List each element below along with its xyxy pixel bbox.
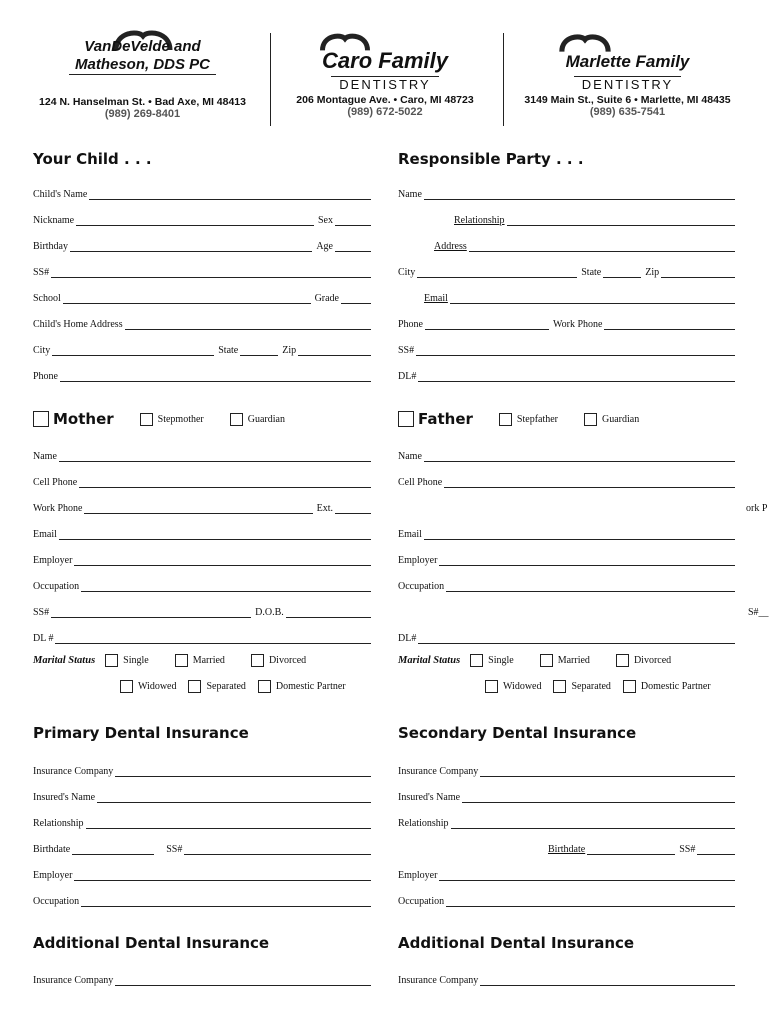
section-title-responsible: Responsible Party . . . [398,150,584,168]
field-label: Name [398,451,422,462]
single-label: Single [488,655,514,666]
mother-title: Mother [53,410,114,428]
guardian-label: Guardian [602,413,640,425]
responsible-email-field[interactable] [398,286,735,304]
field-label: Relationship [454,215,505,226]
field-label: Age [316,241,333,252]
section-title-secondary-insurance: Secondary Dental Insurance [398,724,637,742]
father-marital-row2 [485,680,711,693]
field-label: Employer [33,870,73,881]
field-label: D.O.B. [255,607,284,618]
additional-left-company-field[interactable] [33,968,371,986]
mother-widowed-checkbox[interactable] [120,680,133,693]
field-label: Sex [318,215,333,226]
field-label: SS# [679,844,696,855]
father-employer-field[interactable] [398,548,735,566]
mother-email-field[interactable] [33,522,371,540]
guardian-label: Guardian [247,413,285,425]
father-work-field-cut[interactable] [746,496,770,514]
mother-work-field[interactable] [33,496,371,514]
responsible-ss-field[interactable] [398,338,735,356]
father-checkbox[interactable] [398,411,414,427]
mother-marital-row1 [33,654,306,667]
marital-status-label: Marital Status [33,655,96,666]
field-label: Relationship [33,818,84,829]
married-label: Married [192,655,225,666]
domestic-partner-label: Domestic Partner [640,681,711,692]
mother-dl-field[interactable] [33,626,371,644]
school-field[interactable] [33,286,371,304]
field-label: Email [398,529,422,540]
additional-right-company-field[interactable] [398,968,735,986]
father-email-field[interactable] [398,522,735,540]
office-marlette [515,28,740,118]
field-label: SS# [33,267,50,278]
field-label: Cell Phone [398,477,443,488]
letterhead [0,28,770,128]
primary-company-field[interactable] [33,759,371,777]
field-label: Employer [398,870,438,881]
field-label: Child's Home Address [33,319,123,330]
section-title-additional-insurance-left: Additional Dental Insurance [33,934,270,952]
office-vandevelde [30,28,255,120]
field-label: DL# [398,633,417,644]
office-phone: (989) 672-5022 [347,106,423,118]
mother-divorced-checkbox[interactable] [251,654,264,667]
field-label: School [33,293,61,304]
father-widowed-checkbox[interactable] [485,680,498,693]
primary-relationship-field[interactable] [33,811,371,829]
field-label: Insurance Company [33,766,114,777]
relationship-field[interactable] [398,208,735,226]
office-phone: (989) 635-7541 [589,106,666,118]
field-label: Employer [398,555,438,566]
secondary-occupation-field[interactable] [398,889,735,907]
office-subtitle: DENTISTRY [574,76,681,92]
section-title-child: Your Child . . . [33,150,152,168]
field-label: SS# [33,607,50,618]
field-label: Email [33,529,57,540]
domestic-partner-label: Domestic Partner [275,681,346,692]
father-occupation-field[interactable] [398,574,735,592]
separated-label: Separated [206,681,246,692]
divider [270,33,271,126]
field-label: Occupation [33,896,80,907]
marital-status-label: Marital Status [398,655,461,666]
secondary-relationship-field[interactable] [398,811,735,829]
home-address-field[interactable] [33,312,371,330]
field-label: State [218,345,239,356]
field-label: Address [434,241,467,252]
field-label: Insured's Name [398,792,461,803]
office-subtitle: DENTISTRY [331,76,438,92]
father-marital-row1 [398,654,671,667]
child-city-field[interactable] [33,338,371,356]
stepmother-label: Stepmother [157,413,204,425]
father-title: Father [418,410,473,428]
field-label: Occupation [398,896,445,907]
mother-marital-row2 [120,680,346,693]
primary-insured-field[interactable] [33,785,371,803]
vandevelde-logo [30,28,255,74]
field-label: Child's Name [33,189,88,200]
widowed-label: Widowed [138,681,177,692]
widowed-label: Widowed [503,681,542,692]
field-label: Zip [645,267,660,278]
child-ss-field[interactable] [33,260,371,278]
office-name-line1: VanDeVelde and [84,38,201,55]
primary-employer-field[interactable] [33,863,371,881]
father-dl-field[interactable] [398,626,735,644]
office-name-line2: Matheson, DDS PC [69,56,216,75]
field-label: Birthday [33,241,68,252]
father-married-checkbox[interactable] [540,654,553,667]
field-label: City [398,267,416,278]
marlette-logo [515,28,740,74]
stepmother-checkbox[interactable] [140,413,153,426]
secondary-employer-field[interactable] [398,863,735,881]
stepfather-checkbox[interactable] [499,413,512,426]
field-label: Occupation [33,581,80,592]
married-label: Married [557,655,590,666]
section-title-additional-insurance-right: Additional Dental Insurance [398,934,635,952]
birthday-field[interactable] [33,234,371,252]
field-label: Birthdate [33,844,71,855]
field-label: Employer [33,555,73,566]
father-single-checkbox[interactable] [470,654,483,667]
mother-guardian-checkbox[interactable] [230,413,243,426]
field-label: Email [424,293,448,304]
secondary-birthdate-field[interactable] [548,837,735,855]
field-label: Birthdate [548,844,586,855]
father-domestic-checkbox[interactable] [623,680,636,693]
tooth-arc-icon [555,32,615,54]
mother-occupation-field[interactable] [33,574,371,592]
father-divorced-checkbox[interactable] [616,654,629,667]
field-label: Insurance Company [398,766,479,777]
father-name-field[interactable] [398,444,735,462]
field-label: ork P [746,503,768,514]
responsible-dl-field[interactable] [398,364,735,382]
mother-domestic-checkbox[interactable] [258,680,271,693]
field-label: Relationship [398,818,449,829]
field-label: SS# [398,345,415,356]
mother-married-checkbox[interactable] [175,654,188,667]
primary-birthdate-field[interactable] [33,837,371,855]
office-phone: (989) 269-8401 [104,108,181,120]
field-label: Grade [314,293,339,304]
mother-name-field[interactable] [33,444,371,462]
office-address: 206 Montague Ave. • Caro, MI 48723 [296,94,474,106]
field-label: Work Phone [553,319,603,330]
secondary-insured-field[interactable] [398,785,735,803]
field-label: Phone [33,371,58,382]
mother-single-checkbox[interactable] [105,654,118,667]
field-label: Work Phone [33,503,83,514]
father-separated-checkbox[interactable] [553,680,566,693]
office-address: 3149 Main St., Suite 6 • Marlette, MI 48435 [524,94,731,106]
field-label: Ext. [316,503,333,514]
field-label: SS# [166,844,183,855]
father-ss-field-cut[interactable] [748,600,770,618]
field-label: S#__ [748,607,769,618]
responsible-city-field[interactable] [398,260,735,278]
field-label: Insured's Name [33,792,96,803]
field-label: State [581,267,602,278]
childs-name-field[interactable] [33,182,371,200]
separated-label: Separated [571,681,611,692]
mother-header [33,410,285,428]
father-header [398,410,639,428]
field-label: Name [398,189,422,200]
caro-logo [285,28,485,74]
field-label: Zip [282,345,297,356]
mother-employer-field[interactable] [33,548,371,566]
field-label: DL # [33,633,54,644]
mother-checkbox[interactable] [33,411,49,427]
father-guardian-checkbox[interactable] [584,413,597,426]
field-label: Phone [398,319,423,330]
responsible-name-field[interactable] [398,182,735,200]
office-name: Caro Family [322,48,448,73]
divider [503,33,504,126]
section-title-primary-insurance: Primary Dental Insurance [33,724,249,742]
office-address: 124 N. Hanselman St. • Bad Axe, MI 48413 [39,96,246,108]
father-cell-field[interactable] [398,470,735,488]
responsible-phone-field[interactable] [398,312,735,330]
divorced-label: Divorced [633,655,672,666]
mother-ss-field[interactable] [33,600,371,618]
stepfather-label: Stepfather [516,413,559,425]
field-label: Nickname [33,215,75,226]
secondary-company-field[interactable] [398,759,735,777]
mother-separated-checkbox[interactable] [188,680,201,693]
nickname-field[interactable] [33,208,371,226]
primary-occupation-field[interactable] [33,889,371,907]
office-name: Marlette Family [565,52,690,71]
field-label: Cell Phone [33,477,78,488]
responsible-address-field[interactable] [398,234,735,252]
single-label: Single [123,655,149,666]
field-label: City [33,345,51,356]
field-label: Occupation [398,581,445,592]
field-label: Name [33,451,57,462]
child-phone-field[interactable] [33,364,371,382]
field-label: DL# [398,371,417,382]
field-label: Insurance Company [398,975,479,986]
field-label: Insurance Company [33,975,114,986]
office-caro [285,28,485,118]
mother-cell-field[interactable] [33,470,371,488]
divorced-label: Divorced [268,655,307,666]
